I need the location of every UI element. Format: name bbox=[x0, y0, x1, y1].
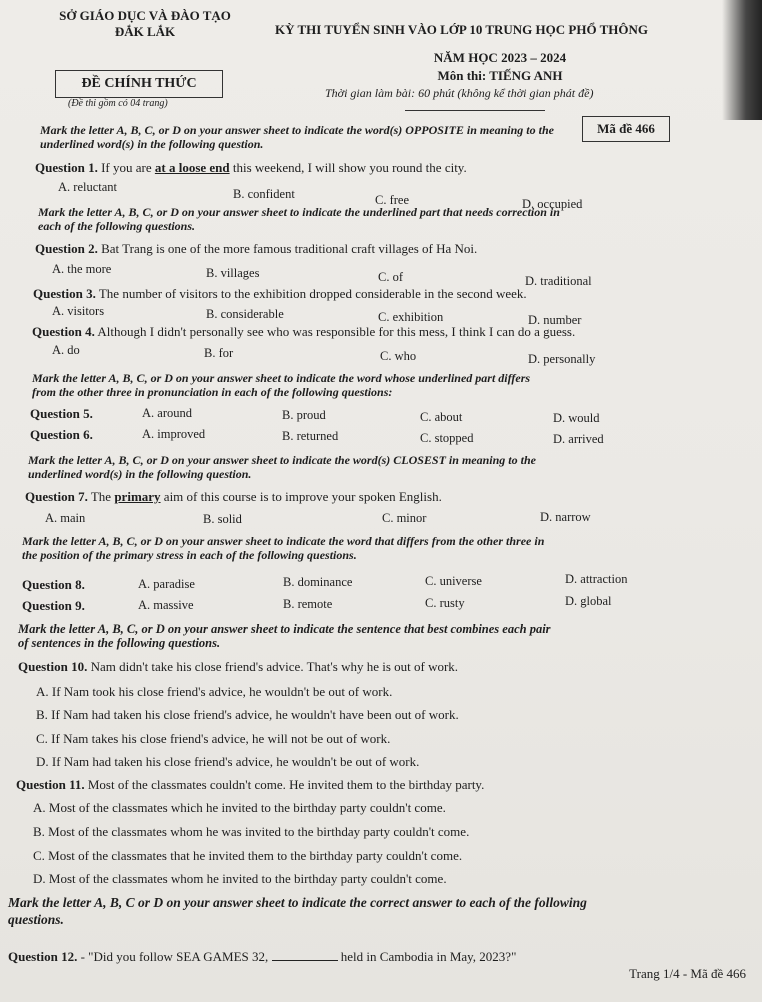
question-number: Question 10. bbox=[18, 659, 88, 674]
option-b: B. returned bbox=[282, 429, 339, 443]
question-number: Question 3. bbox=[33, 286, 96, 301]
instruction-line: the position of the primary stress in each of the following questions. bbox=[22, 548, 357, 562]
option-b: B. proud bbox=[282, 408, 326, 422]
option-a: A. If Nam took his close friend's advice, he wouldn't be out of work. bbox=[36, 684, 393, 699]
question-1 bbox=[35, 160, 467, 176]
question-4 bbox=[32, 324, 575, 340]
option-b: B. remote bbox=[283, 597, 333, 611]
instruction-line: underlined word(s) in the following question. bbox=[28, 467, 252, 481]
question-text: The bbox=[87, 489, 115, 504]
option-a: A. reluctant bbox=[58, 180, 118, 194]
instruction-stress bbox=[22, 534, 544, 562]
option-b: B. If Nam had taken his close friend's advice, he wouldn't have been out of work. bbox=[36, 707, 459, 722]
question-6-number: Question 6. bbox=[30, 427, 93, 442]
question-11 bbox=[16, 777, 484, 793]
option-b: B. dominance bbox=[283, 575, 353, 589]
option-d: D. occupied bbox=[522, 197, 583, 211]
option-c: C. If Nam takes his close friend's advice, he will not be out of work. bbox=[36, 731, 391, 746]
instruction-line: Mark the letter A, B, C, or D on your answer sheet to indicate the word(s) OPPOSITE in meaning to the bbox=[40, 123, 554, 137]
instruction-line: Mark the letter A, B, C, or D on your answer sheet to indicate the word whose underlined part differs bbox=[32, 371, 531, 385]
instruction-line: Mark the letter A, B, C or D on your answer sheet to indicate the correct answer to each of the following bbox=[8, 895, 587, 910]
option-a: A. paradise bbox=[138, 577, 195, 591]
underlined-word: primary bbox=[114, 489, 161, 504]
question-number: Question 2. bbox=[35, 241, 98, 256]
pages-note: (Đề thi gồm có 04 trang) bbox=[68, 98, 168, 109]
exam-title: KỲ THI TUYỂN SINH VÀO LỚP 10 TRUNG HỌC PHỔ THÔNG bbox=[275, 22, 648, 37]
instruction-line: Mark the letter A, B, C, or D on your answer sheet to indicate the word(s) CLOSEST in meaning to the bbox=[28, 453, 536, 467]
time-note: Thời gian làm bài: 60 phút (không kể thời gian phát đề) bbox=[325, 86, 594, 100]
instruction-opposite bbox=[40, 123, 554, 151]
option-c: C. Most of the classmates that he invited them to the birthday party couldn't come. bbox=[33, 848, 463, 863]
option-c: C. universe bbox=[425, 574, 482, 588]
question-3 bbox=[33, 286, 527, 302]
option-d: D. attraction bbox=[565, 572, 628, 586]
option-a: A. do bbox=[52, 343, 80, 357]
question-text: - "Did you follow SEA GAMES 32, bbox=[77, 949, 272, 964]
option-d: D. number bbox=[528, 313, 582, 327]
question-text: Bat Trang is one of the more famous traditional craft villages of Ha Noi. bbox=[101, 241, 478, 256]
underlined-phrase: at a loose end bbox=[154, 160, 230, 175]
option-c: C. of bbox=[378, 270, 403, 284]
header-divider bbox=[405, 110, 545, 111]
instruction-closest bbox=[28, 453, 536, 481]
option-d: D. If Nam had taken his close friend's advice, he wouldn't be out of work. bbox=[36, 754, 420, 769]
option-a: A. massive bbox=[138, 598, 194, 612]
option-c: C. minor bbox=[382, 511, 427, 525]
question-5-number: Question 5. bbox=[30, 406, 93, 421]
question-text: Although I didn't personally see who was responsible for this mess, I think I can do a guess. bbox=[97, 324, 576, 339]
question-7 bbox=[25, 489, 442, 505]
option-a: A. main bbox=[45, 511, 86, 525]
page-footer: Trang 1/4 - Mã đề 466 bbox=[629, 966, 746, 981]
school-year: NĂM HỌC 2023 – 2024 bbox=[433, 50, 567, 65]
option-a: A. visitors bbox=[52, 304, 105, 318]
question-text: If you are bbox=[97, 160, 155, 175]
option-b: B. solid bbox=[203, 512, 242, 526]
exam-code: Mã đề 466 bbox=[582, 116, 670, 142]
option-d: D. narrow bbox=[540, 510, 591, 524]
question-10 bbox=[18, 659, 458, 675]
instruction-line: Mark the letter A, B, C, or D on your answer sheet to indicate the sentence that best combines each pair bbox=[18, 622, 551, 636]
instruction-line: from the other three in pronunciation in each of the following questions: bbox=[32, 385, 393, 399]
instruction-correct-answer bbox=[8, 894, 587, 928]
question-text: Most of the classmates couldn't come. He invited them to the birthday party. bbox=[84, 777, 485, 792]
option-c: C. who bbox=[380, 349, 417, 363]
question-number: Question 1. bbox=[35, 160, 98, 175]
question-9-number: Question 9. bbox=[22, 598, 85, 613]
instruction-correction bbox=[38, 205, 560, 233]
option-d: D. arrived bbox=[553, 432, 604, 446]
option-b: B. confident bbox=[233, 187, 295, 201]
instruction-combine bbox=[18, 622, 551, 650]
instruction-pronunciation bbox=[32, 371, 530, 399]
option-c: C. about bbox=[420, 410, 463, 424]
option-d: D. would bbox=[553, 411, 600, 425]
option-a: A. around bbox=[142, 406, 192, 420]
question-number: Question 11. bbox=[16, 777, 85, 792]
instruction-line: each of the following questions. bbox=[38, 219, 196, 233]
option-d: D. global bbox=[565, 594, 612, 608]
answer-blank bbox=[272, 948, 338, 961]
instruction-line: Mark the letter A, B, C, or D on your answer sheet to indicate the underlined part that needs correction in bbox=[38, 205, 560, 219]
question-8-number: Question 8. bbox=[22, 577, 85, 592]
option-a: A. improved bbox=[142, 427, 206, 441]
option-d: D. traditional bbox=[525, 274, 592, 288]
option-b: B. for bbox=[204, 346, 234, 360]
department-name: SỞ GIÁO DỤC VÀ ĐÀO TẠO bbox=[59, 8, 231, 23]
question-text: held in Cambodia in May, 2023?" bbox=[337, 949, 517, 964]
option-d: D. Most of the classmates whom he invited to the birthday party couldn't come. bbox=[33, 871, 447, 886]
option-a: A. Most of the classmates which he invited to the birthday party couldn't come. bbox=[33, 800, 446, 815]
page-shadow bbox=[722, 0, 762, 120]
question-12 bbox=[8, 948, 516, 965]
question-text: this weekend, I will show you round the city. bbox=[229, 160, 467, 175]
option-b: B. villages bbox=[206, 266, 260, 280]
option-a: A. the more bbox=[52, 262, 112, 276]
option-c: C. free bbox=[375, 193, 410, 207]
option-c: C. exhibition bbox=[378, 310, 444, 324]
official-label: ĐỀ CHÍNH THỨC bbox=[55, 70, 223, 98]
option-b: B. Most of the classmates whom he was invited to the birthday party couldn't come. bbox=[33, 824, 470, 839]
question-text: aim of this course is to improve your spoken English. bbox=[160, 489, 442, 504]
option-b: B. considerable bbox=[206, 307, 284, 321]
question-number: Question 12. bbox=[8, 949, 78, 964]
exam-subject: Môn thi: TIẾNG ANH bbox=[437, 68, 563, 83]
question-text: Nam didn't take his close friend's advice. That's why he is out of work. bbox=[87, 659, 459, 674]
department-province: ĐẮK LẮK bbox=[114, 24, 176, 39]
question-2 bbox=[35, 241, 477, 257]
question-text: The number of visitors to the exhibition dropped considerable in the second week. bbox=[98, 286, 527, 301]
instruction-line: Mark the letter A, B, C, or D on your answer sheet to indicate the word that differs from the other three in bbox=[22, 534, 545, 548]
option-d: D. personally bbox=[528, 352, 596, 366]
instruction-line: questions. bbox=[8, 912, 64, 927]
option-c: C. stopped bbox=[420, 431, 474, 445]
question-number: Question 4. bbox=[32, 324, 95, 339]
instruction-line: underlined word(s) in the following question. bbox=[40, 137, 264, 151]
instruction-line: of sentences in the following questions. bbox=[18, 636, 221, 650]
question-number: Question 7. bbox=[25, 489, 88, 504]
department-block bbox=[40, 8, 250, 40]
option-c: C. rusty bbox=[425, 596, 465, 610]
